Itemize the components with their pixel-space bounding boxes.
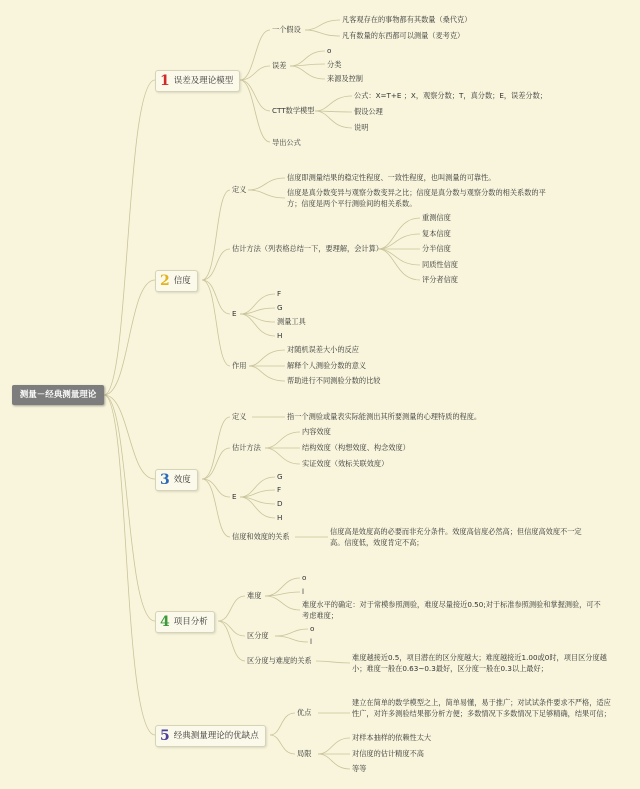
leaf[interactable]: F bbox=[277, 289, 282, 298]
node[interactable]: 误差 bbox=[272, 61, 287, 70]
leaf[interactable]: 重测信度 bbox=[422, 213, 451, 222]
leaf[interactable]: l bbox=[302, 587, 304, 596]
leaf[interactable]: F bbox=[277, 485, 282, 494]
branch-number: 1 bbox=[160, 73, 170, 89]
leaf[interactable]: 帮助进行不同测验分数的比较 bbox=[287, 376, 381, 385]
leaf[interactable]: G bbox=[277, 303, 283, 312]
branch-1-topic[interactable] bbox=[155, 70, 240, 92]
leaf[interactable]: 分类 bbox=[327, 60, 342, 69]
branch-number: 3 bbox=[160, 472, 170, 488]
leaf[interactable]: 等等 bbox=[352, 764, 367, 773]
leaf[interactable]: 信度高是效度高的必要而非充分条件。效度高信度必然高；但信度高效度不一定高。信度低，效度肯定不高； bbox=[330, 527, 582, 547]
leaf[interactable]: 信度是真分数变异与观察分数变异之比；信度是真分数与观察分数的相关系数的平方；信度是两个平行测验间的相关系数。 bbox=[287, 188, 546, 208]
leaf[interactable]: 结构效度（构想效度、构念效度） bbox=[302, 443, 410, 452]
node[interactable]: 估计方法（列表格总结一下，要理解，会计算） bbox=[232, 244, 383, 253]
branch-number: 5 bbox=[160, 728, 170, 744]
node[interactable]: 定义 bbox=[232, 185, 247, 194]
node[interactable]: 导出公式 bbox=[272, 138, 301, 147]
leaf[interactable]: 对样本抽样的依赖性太大 bbox=[352, 733, 432, 742]
leaf[interactable]: 内容效度 bbox=[302, 427, 331, 436]
branch-label: 效度 bbox=[173, 475, 191, 485]
leaf[interactable]: 对随机误差大小的反应 bbox=[287, 345, 359, 354]
node[interactable]: 作用 bbox=[232, 361, 247, 370]
node[interactable]: 局限 bbox=[297, 749, 312, 758]
leaf[interactable]: 建立在简单的数学模型之上，简单易懂，易于推广；对试试条件要求不严格，适应性广，对许多测验结果都分析方便；多数情况下多数情况下足够精确，结果可信； bbox=[352, 698, 611, 718]
node[interactable]: 区分度与难度的关系 bbox=[247, 656, 312, 665]
branch-label: 经典测量理论的优缺点 bbox=[173, 731, 259, 741]
leaf[interactable]: 假设公理 bbox=[354, 107, 383, 116]
leaf[interactable]: 凡有数量的东西都可以测量（麦考克） bbox=[342, 31, 465, 40]
leaf[interactable]: 公式：X=T+E ；X，观察分数；T，真分数；E，误差分数； bbox=[354, 91, 547, 100]
leaf[interactable]: H bbox=[277, 331, 283, 340]
leaf[interactable]: 评分者信度 bbox=[422, 275, 458, 284]
branch-label: 信度 bbox=[173, 276, 191, 286]
node[interactable]: CTT数学模型 bbox=[272, 106, 315, 115]
leaf[interactable]: 来源及控制 bbox=[327, 74, 363, 83]
node[interactable]: 一个假设 bbox=[272, 25, 301, 34]
leaf[interactable]: l bbox=[310, 637, 312, 646]
leaf[interactable]: D bbox=[277, 499, 283, 508]
node[interactable]: 区分度 bbox=[247, 631, 269, 640]
leaf[interactable]: 解释个人测验分数的意义 bbox=[287, 361, 367, 370]
leaf[interactable]: G bbox=[277, 472, 283, 481]
branch-label: 项目分析 bbox=[173, 617, 208, 627]
node[interactable]: 定义 bbox=[232, 412, 247, 421]
branch-label: 误差及理论模型 bbox=[173, 76, 234, 86]
root-topic[interactable]: 测量－经典测量理论 bbox=[12, 385, 104, 405]
leaf[interactable]: 难度水平的确定：对于常模参照测验，难度尽量接近0.50;对于标准参照测验和掌握测验，可不考虑难度； bbox=[302, 600, 601, 620]
leaf[interactable]: 说明 bbox=[354, 123, 369, 132]
leaf[interactable]: 信度即测量结果的稳定性程度、一致性程度，也叫测量的可靠性。 bbox=[287, 173, 496, 182]
leaf[interactable]: 分半信度 bbox=[422, 244, 451, 253]
branch-5-topic[interactable] bbox=[155, 725, 266, 747]
leaf[interactable]: 同质性信度 bbox=[422, 260, 458, 269]
leaf[interactable]: 指一个测验或量表实际能测出其所要测量的心理特质的程度。 bbox=[287, 412, 482, 421]
leaf[interactable]: o bbox=[327, 46, 332, 55]
leaf[interactable]: 凡客观存在的事物都有其数量（桑代克） bbox=[342, 15, 472, 24]
node[interactable]: 优点 bbox=[297, 708, 312, 717]
branch-number: 2 bbox=[160, 273, 170, 289]
leaf[interactable]: 对信度的估计精度不高 bbox=[352, 749, 424, 758]
branch-4-topic[interactable] bbox=[155, 611, 215, 633]
leaf[interactable]: 难度越接近0.5，项目潜在的区分度越大；难度越接近1.00或0时，项目区分度越小；难度一般在0.63~0.3最好，区分度一般在0.3以上最好； bbox=[352, 653, 607, 673]
node[interactable]: 难度 bbox=[247, 591, 262, 600]
leaf[interactable]: H bbox=[277, 513, 283, 522]
leaf[interactable]: 测量工具 bbox=[277, 317, 306, 326]
leaf[interactable]: 复本信度 bbox=[422, 229, 451, 238]
branch-number: 4 bbox=[160, 614, 170, 630]
leaf[interactable]: o bbox=[310, 624, 315, 633]
node[interactable]: 估计方法 bbox=[232, 443, 261, 452]
node[interactable]: 信度和效度的关系 bbox=[232, 532, 290, 541]
branch-3-topic[interactable] bbox=[155, 469, 198, 491]
node[interactable]: E bbox=[232, 309, 237, 318]
leaf[interactable]: o bbox=[302, 573, 307, 582]
leaf[interactable]: 实证效度（效标关联效度） bbox=[302, 459, 389, 468]
branch-2-topic[interactable] bbox=[155, 270, 198, 292]
node[interactable]: E bbox=[232, 492, 237, 501]
